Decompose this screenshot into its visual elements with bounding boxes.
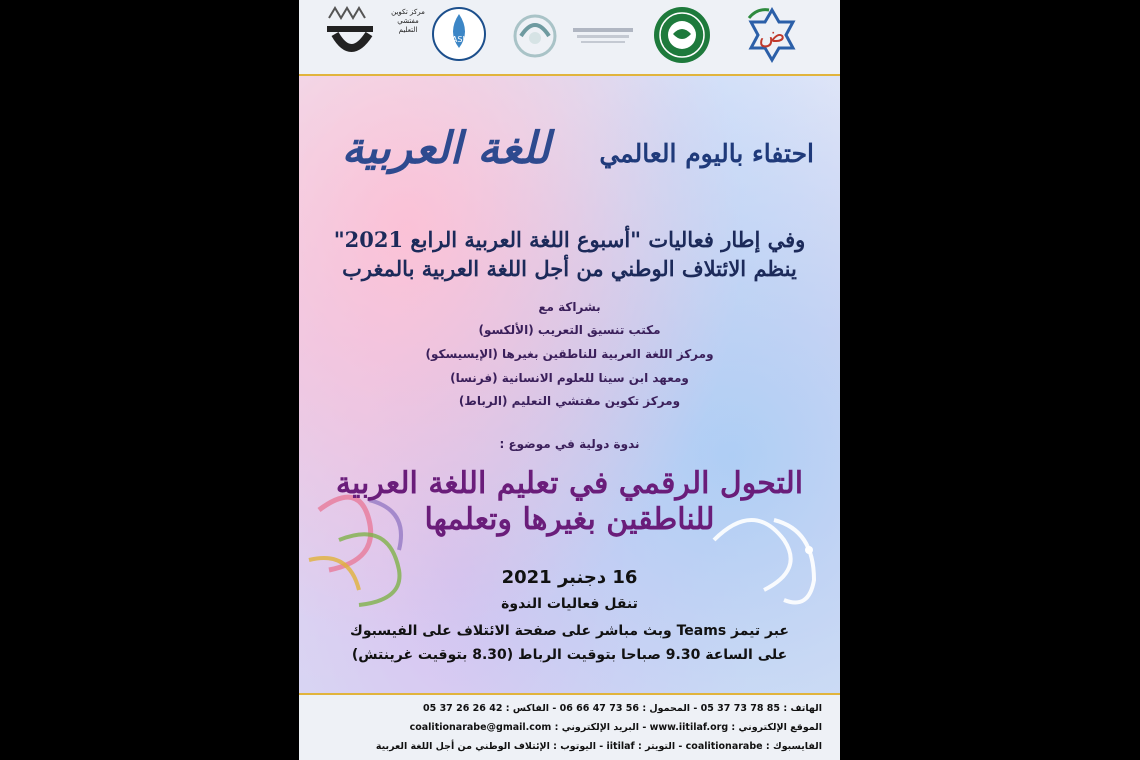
partners-heading: بشراكة مع [538,300,601,314]
svg-text:IASH: IASH [449,35,469,44]
topic-line-1: التحول الرقمي في تعليم اللغة العربية [335,466,804,501]
platform-info: عبر تيمز Teams وبث مباشر على صفحة الائتلاف على الفيسبوك [350,623,789,639]
contact-phones: الهاتف : 85 78 73 37 05 - المحمول : 56 73 47 66 06 - الفاكس : 42 26 26 37 05 [423,703,822,714]
partner-alecso: مكتب تنسيق التعريب (الألكسو) [478,323,661,337]
event-time: على الساعة 9.30 صباحا بتوقيت الرباط (8.30 بتوقيت غرينتش) [351,647,788,663]
partner-ibn-sina: ومعهد ابن سينا للعلوم الانسانية (فرنسا) [450,371,689,385]
contact-social: الفايسبوك : coalitionarabe - التويتر : iitilaf - اليوتوب : الإئتلاف الوطني من أجل اللغة العربية [375,741,822,752]
headline-small: احتفاء باليوم العالمي [599,139,814,168]
contact-web-email: الموقع الإلكتروني : www.iitilaf.org - البريد الإلكتروني : coalitionarabe@gmail.com [409,722,822,733]
topic-line-2: للناطقين بغيرها وتعلمها [424,502,715,537]
partner-isesco: ومركز اللغة العربية للناطقين بغيرها (الإيسيسكو) [425,347,714,361]
contact-footer [299,695,840,760]
top-gold-divider [299,74,840,76]
inspectors-center-caption: مركز تكوين مفتشي التعليم [391,8,425,34]
event-date: 16 دجنبر 2021 [501,567,638,588]
svg-text:ض: ض [758,23,786,48]
broadcast-heading: تنقل فعاليات الندوة [501,596,638,612]
coalition-dad-logo [741,4,803,66]
logos-bar [299,0,840,76]
headline [299,125,840,195]
intro-line-1: وفي إطار فعاليات "أسبوع اللغة العربية الرابع 2021" [333,227,806,252]
alecso-logo [571,20,635,50]
iash-logo [431,4,487,66]
arab-league-logo [651,4,713,66]
inspectors-center-logo [321,4,389,68]
event-poster [299,0,840,760]
seminar-label: ندوة دولية في موضوع : [499,437,640,451]
intro-line-2: ينظم الائتلاف الوطني من أجل اللغة العربية بالمغرب [342,256,797,281]
partner-inspectors-center: ومركز تكوين مفتشي التعليم (الرباط) [458,394,681,408]
swirl-logo [511,4,559,66]
headline-calligraphy: للغة العربية [341,123,550,174]
